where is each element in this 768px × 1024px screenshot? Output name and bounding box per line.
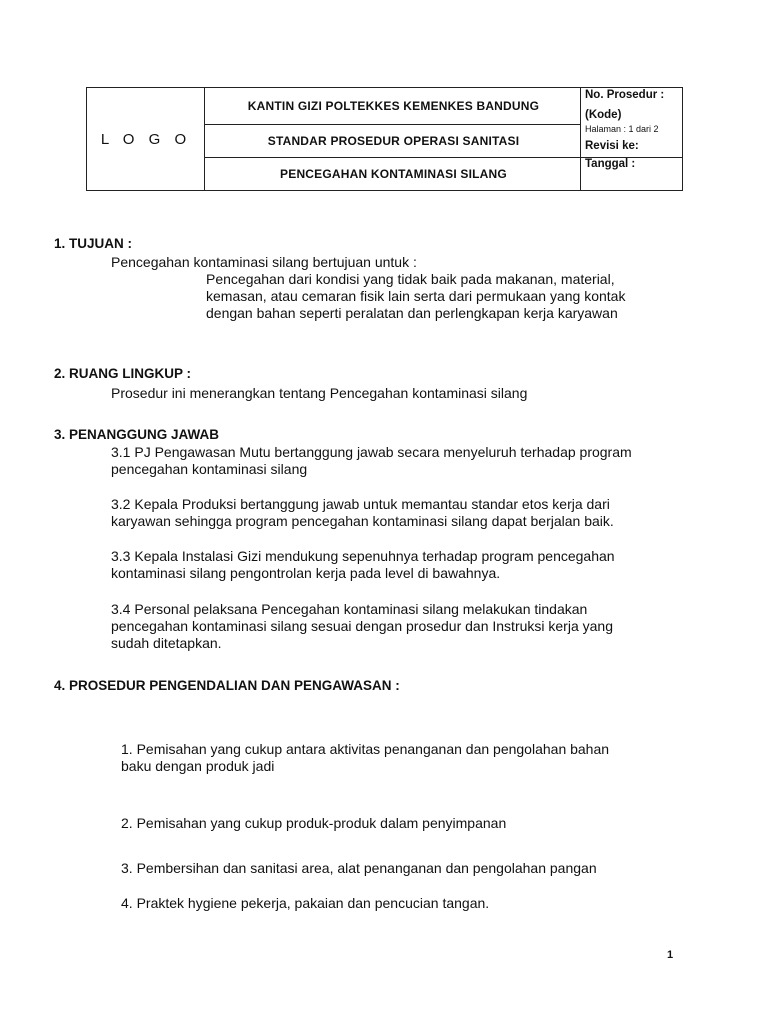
- prosedur-item-line: 3. Pembersihan dan sanitasi area, alat penanganan dan pengolahan pangan: [121, 860, 597, 876]
- page-number: 1: [667, 949, 674, 961]
- pj-item-line: sudah ditetapkan.: [111, 635, 222, 651]
- document-header-table: [86, 87, 683, 191]
- header-sop-title: STANDAR PROSEDUR OPERASI SANITASI: [267, 134, 520, 148]
- ruang-lingkup-text: Prosedur ini menerangkan tentang Pencegahan kontaminasi silang: [111, 385, 528, 401]
- pj-item-line: karyawan sehingga program pencegahan kontaminasi silang dapat berjalan baik.: [111, 513, 614, 529]
- logo-placeholder: L O G O: [100, 130, 192, 148]
- pj-item-line: 3.2 Kepala Produksi bertanggung jawab untuk memantau standar etos kerja dari: [111, 496, 610, 512]
- prosedur-item-line: 2. Pemisahan yang cukup produk-produk dalam penyimpanan: [121, 815, 507, 831]
- pj-item-line: 3.3 Kepala Instalasi Gizi mendukung sepenuhnya terhadap program pencegahan: [111, 548, 615, 564]
- prosedur-item-line: 4. Praktek hygiene pekerja, pakaian dan pencucian tangan.: [121, 895, 490, 911]
- section-heading-ruang-lingkup: 2. RUANG LINGKUP :: [54, 366, 192, 381]
- tujuan-line: dengan bahan seperti peralatan dan perlengkapan kerja karyawan: [206, 305, 618, 321]
- header-procedure-title: PENCEGAHAN KONTAMINASI SILANG: [280, 167, 507, 181]
- header-institution: KANTIN GIZI POLTEKKES KEMENKES BANDUNG: [247, 99, 540, 113]
- prosedur-item-line: 1. Pemisahan yang cukup antara aktivitas penanganan dan pengolahan bahan: [121, 741, 610, 757]
- halaman-label: Halaman : 1 dari 2: [585, 124, 659, 134]
- section-heading-tujuan: 1. TUJUAN :: [54, 236, 133, 251]
- section-heading-prosedur: 4. PROSEDUR PENGENDALIAN DAN PENGAWASAN :: [54, 678, 400, 693]
- tujuan-line: kemasan, atau cemaran fisik lain serta dari permukaan yang kontak: [206, 288, 626, 304]
- pj-item-line: 3.1 PJ Pengawasan Mutu bertanggung jawab secara menyeluruh terhadap program: [111, 444, 632, 460]
- revisi-label: Revisi ke:: [585, 140, 639, 152]
- pj-item-line: pencegahan kontaminasi silang: [111, 461, 308, 477]
- no-prosedur-label: No. Prosedur :: [585, 89, 665, 101]
- tujuan-line: Pencegahan dari kondisi yang tidak baik pada makanan, material,: [206, 271, 615, 287]
- tujuan-intro: Pencegahan kontaminasi silang bertujuan untuk :: [111, 254, 417, 270]
- pj-item-line: kontaminasi silang pengontrolan kerja pada level di bawahnya.: [111, 565, 501, 581]
- pj-item-line: pencegahan kontaminasi silang sesuai dengan prosedur dan Instruksi kerja yang: [111, 618, 613, 634]
- prosedur-item-line: baku dengan produk jadi: [121, 758, 275, 774]
- tanggal-label: Tanggal :: [585, 158, 636, 170]
- kode-label: (Kode): [585, 109, 622, 121]
- section-heading-penanggung-jawab: 3. PENANGGUNG JAWAB: [54, 427, 220, 442]
- pj-item-line: 3.4 Personal pelaksana Pencegahan kontaminasi silang melakukan tindakan: [111, 601, 588, 617]
